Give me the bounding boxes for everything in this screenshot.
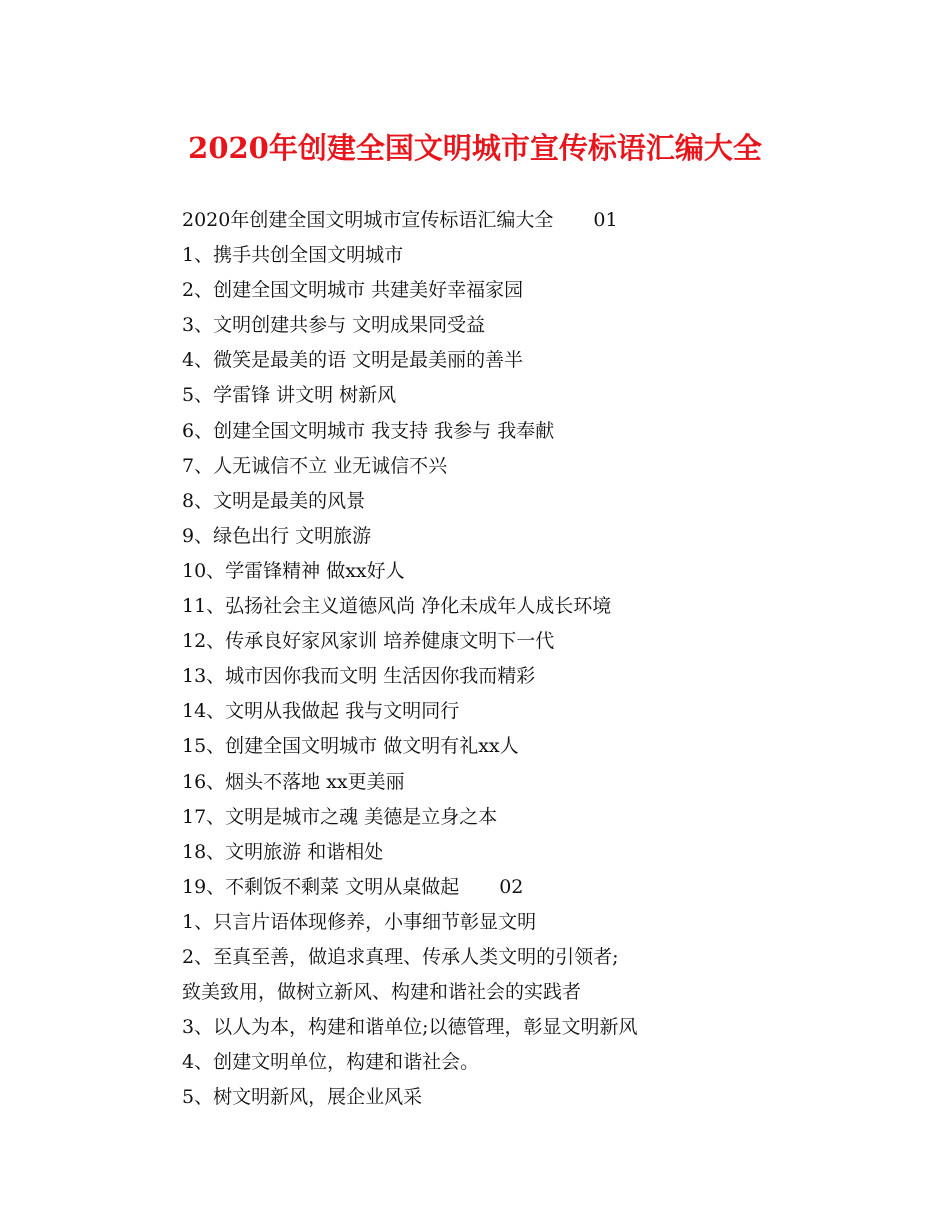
text-line bbox=[182, 624, 882, 659]
line-text: 19、不剩饭不剩菜 文明从桌做起 bbox=[182, 875, 460, 898]
line-text: 18、文明旅游 和谐相处 bbox=[182, 840, 384, 863]
line-text: 3、以人为本，构建和谐单位;以德管理，彰显文明新风 bbox=[182, 1016, 638, 1039]
text-line bbox=[182, 765, 882, 800]
text-line bbox=[182, 1080, 882, 1115]
line-text: 1、携手共创全国文明城市 bbox=[182, 244, 404, 267]
line-text: 12、传承良好家风家训 培养健康文明下一代 bbox=[182, 630, 555, 653]
line-text: 15、创建全国文明城市 做文明有礼xx人 bbox=[182, 735, 519, 758]
text-line bbox=[182, 905, 882, 940]
line-text: 9、绿色出行 文明旅游 bbox=[182, 524, 372, 547]
line-text: 致美致用，做树立新风、构建和谐社会的实践者 bbox=[182, 981, 582, 1004]
line-text: 6、创建全国文明城市 我支持 我参与 我奉献 bbox=[182, 419, 555, 442]
text-line bbox=[182, 343, 882, 378]
line-text: 7、人无诚信不立 业无诚信不兴 bbox=[182, 454, 448, 477]
text-line bbox=[182, 589, 882, 624]
document-body bbox=[182, 203, 882, 1115]
text-line bbox=[182, 1045, 882, 1080]
text-line bbox=[182, 519, 882, 554]
line-text: 2020年创建全国文明城市宣传标语汇编大全 bbox=[182, 209, 554, 231]
line-text: 5、树文明新风，展企业风采 bbox=[182, 1086, 423, 1109]
text-line bbox=[182, 484, 882, 519]
line-text: 16、烟头不落地 xx更美丽 bbox=[182, 770, 405, 793]
text-line bbox=[182, 414, 882, 449]
text-line bbox=[182, 238, 882, 273]
text-line bbox=[182, 308, 882, 343]
line-text: 5、学雷锋 讲文明 树新风 bbox=[182, 384, 397, 407]
line-text: 4、创建文明单位，构建和谐社会。 bbox=[182, 1051, 480, 1074]
text-line bbox=[182, 870, 882, 905]
line-text: 8、文明是最美的风景 bbox=[182, 489, 366, 512]
document-title: 2020年创建全国文明城市宣传标语汇编大全 bbox=[188, 131, 762, 165]
text-line bbox=[182, 378, 882, 413]
section-number: 02 bbox=[499, 875, 524, 898]
text-line bbox=[182, 554, 882, 589]
text-line bbox=[182, 659, 882, 694]
line-text: 11、弘扬社会主义道德风尚 净化未成年人成长环境 bbox=[182, 595, 612, 618]
line-text: 14、文明从我做起 我与文明同行 bbox=[182, 700, 460, 723]
text-line bbox=[182, 729, 882, 764]
section-number: 01 bbox=[593, 209, 618, 231]
text-line bbox=[182, 273, 882, 308]
line-text: 3、文明创建共参与 文明成果同受益 bbox=[182, 314, 486, 337]
line-text: 13、城市因你我而文明 生活因你我而精彩 bbox=[182, 665, 536, 688]
text-line bbox=[182, 1010, 882, 1045]
text-line bbox=[182, 800, 882, 835]
text-line bbox=[182, 835, 882, 870]
line-text: 10、学雷锋精神 做xx好人 bbox=[182, 559, 405, 582]
text-line bbox=[182, 940, 882, 975]
line-text: 2、至真至善，做追求真理、传承人类文明的引领者; bbox=[182, 945, 619, 968]
line-text: 2、创建全国文明城市 共建美好幸福家园 bbox=[182, 279, 524, 302]
text-line bbox=[182, 975, 882, 1010]
text-line bbox=[182, 694, 882, 729]
line-text: 17、文明是城市之魂 美德是立身之本 bbox=[182, 805, 498, 828]
text-line bbox=[182, 449, 882, 484]
line-text: 4、微笑是最美的语 文明是最美丽的善半 bbox=[182, 349, 524, 372]
line-text: 1、只言片语体现修养，小事细节彰显文明 bbox=[182, 910, 537, 933]
text-line bbox=[182, 203, 882, 238]
